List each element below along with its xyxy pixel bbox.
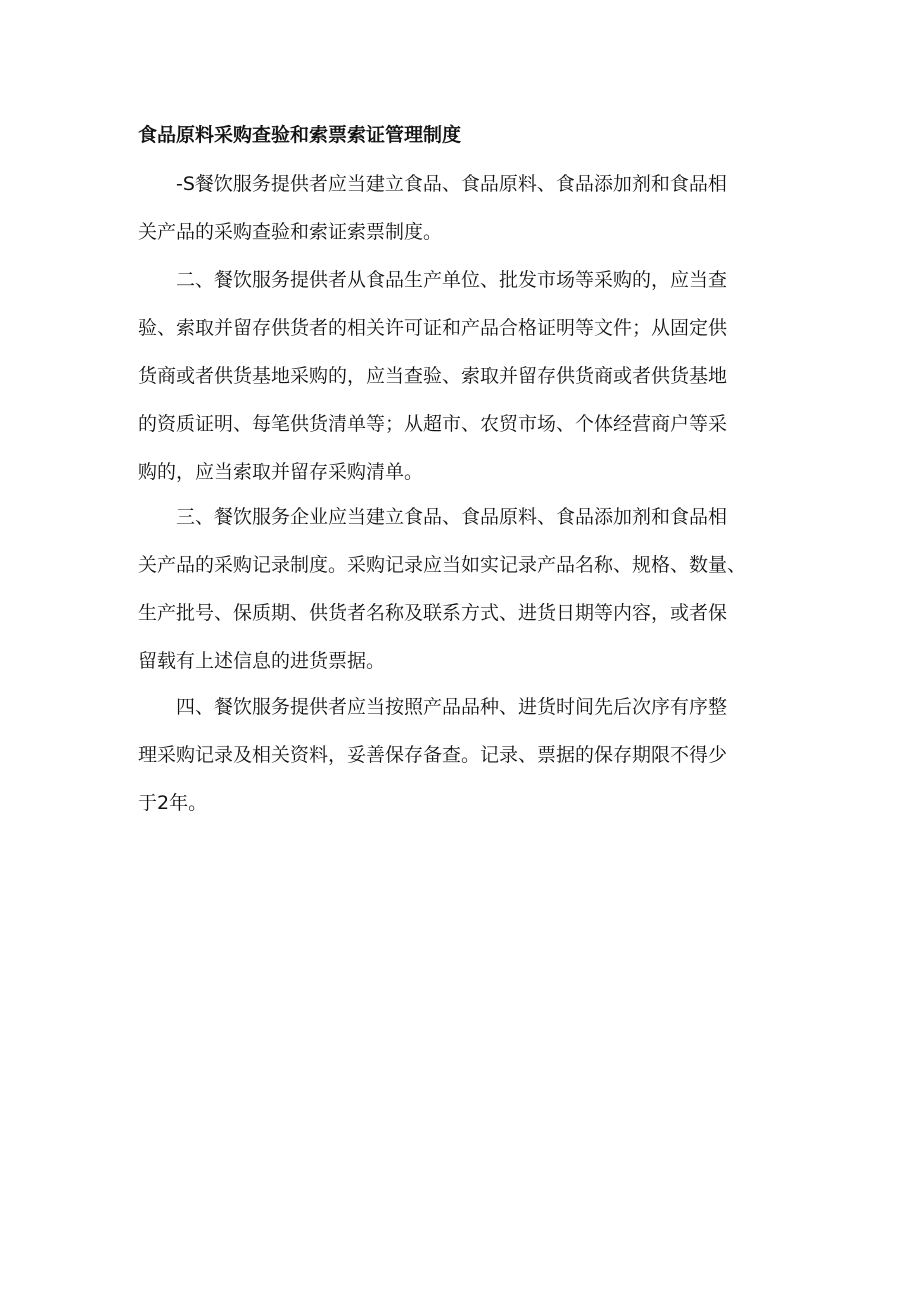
paragraph-line: 生产批号、保质期、供货者名称及联系方式、进货日期等内容，或者保 bbox=[138, 602, 728, 624]
paragraph-line: -S餐饮服务提供者应当建立食品、食品原料、食品添加剂和食品相 bbox=[176, 173, 727, 195]
paragraph-line: 四、餐饮服务提供者应当按照产品品种、进货时间先后次序有序整 bbox=[176, 696, 728, 718]
paragraph-4 bbox=[138, 683, 788, 827]
paragraph-1 bbox=[138, 160, 788, 256]
paragraph-line: 购的，应当索取并留存采购清单。 bbox=[138, 461, 424, 483]
paragraph-line: 二、餐饮服务提供者从食品生产单位、批发市场等采购的，应当查 bbox=[176, 269, 728, 291]
paragraph-line: 验、索取并留存供货者的相关许可证和产品合格证明等文件；从固定供 bbox=[138, 317, 728, 339]
document-title: 食品原料采购查验和索票索证管理制度 bbox=[138, 124, 462, 146]
paragraph-line: 三、餐饮服务企业应当建立食品、食品原料、食品添加剂和食品相 bbox=[176, 506, 728, 528]
paragraph-line: 于2年。 bbox=[138, 792, 208, 814]
paragraph-3 bbox=[138, 493, 788, 685]
paragraph-line: 的资质证明、每笔供货清单等；从超市、农贸市场、个体经营商户等采 bbox=[138, 413, 728, 435]
paragraph-line: 关产品的采购记录制度。采购记录应当如实记录产品名称、规格、数量、 bbox=[138, 554, 747, 576]
paragraph-line: 关产品的采购查验和索证索票制度。 bbox=[138, 221, 443, 243]
paragraph-line: 留载有上述信息的进货票据。 bbox=[138, 650, 386, 672]
paragraph-line: 货商或者供货基地采购的，应当查验、索取并留存供货商或者供货基地 bbox=[138, 365, 728, 387]
paragraph-2 bbox=[138, 256, 788, 496]
paragraph-line: 理采购记录及相关资料，妥善保存备查。记录、票据的保存期限不得少 bbox=[138, 744, 728, 766]
